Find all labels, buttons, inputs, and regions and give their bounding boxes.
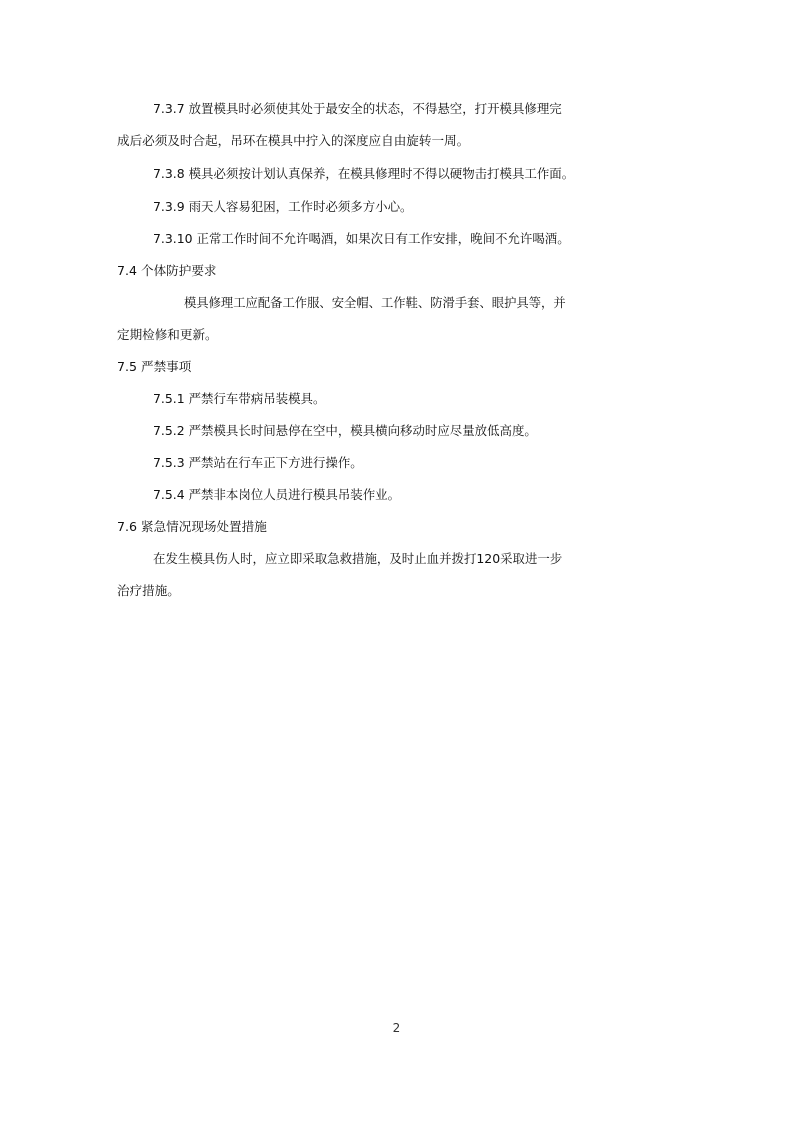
heading-7-5: 7.5 严禁事项 <box>117 359 192 374</box>
para-7-3-7-line2: 成后必须及时合起，吊环在模具中拧入的深度应自由旋转一周。 <box>117 133 470 148</box>
para-7-6-line1: 在发生模具伤人时，应立即采取急救措施，及时止血并拨打120采取进一步 <box>153 551 563 566</box>
heading-7-6: 7.6 紧急情况现场处置措施 <box>117 519 267 534</box>
para-7-5-4: 7.5.4 严禁非本岗位人员进行模具吊装作业。 <box>153 487 401 502</box>
para-7-3-7-line1: 7.3.7 放置模具时必须使其处于最安全的状态，不得悬空，打开模具修理完 <box>153 101 562 116</box>
para-7-5-2: 7.5.2 严禁模具长时间悬停在空中，模具横向移动时应尽量放低高度。 <box>153 423 537 438</box>
para-7-3-8: 7.3.8 模具必须按计划认真保养，在模具修理时不得以硬物击打模具工作面。 <box>153 166 575 181</box>
page-number: 2 <box>392 1021 401 1035</box>
para-7-4-line2: 定期检修和更新。 <box>117 327 218 342</box>
heading-7-4: 7.4 个体防护要求 <box>117 263 217 278</box>
para-7-5-1: 7.5.1 严禁行车带病吊装模具。 <box>153 391 326 406</box>
para-7-5-3: 7.5.3 严禁站在行车正下方进行操作。 <box>153 455 363 470</box>
para-7-6-line2: 治疗措施。 <box>117 583 180 598</box>
para-7-3-10: 7.3.10 正常工作时间不允许喝酒，如果次日有工作安排，晚间不允许喝酒。 <box>153 231 570 246</box>
para-7-3-9: 7.3.9 雨天人容易犯困，工作时必须多方小心。 <box>153 199 413 214</box>
para-7-4-line1: 模具修理工应配备工作服、安全帽、工作鞋、防滑手套、眼护具等，并 <box>184 296 566 310</box>
